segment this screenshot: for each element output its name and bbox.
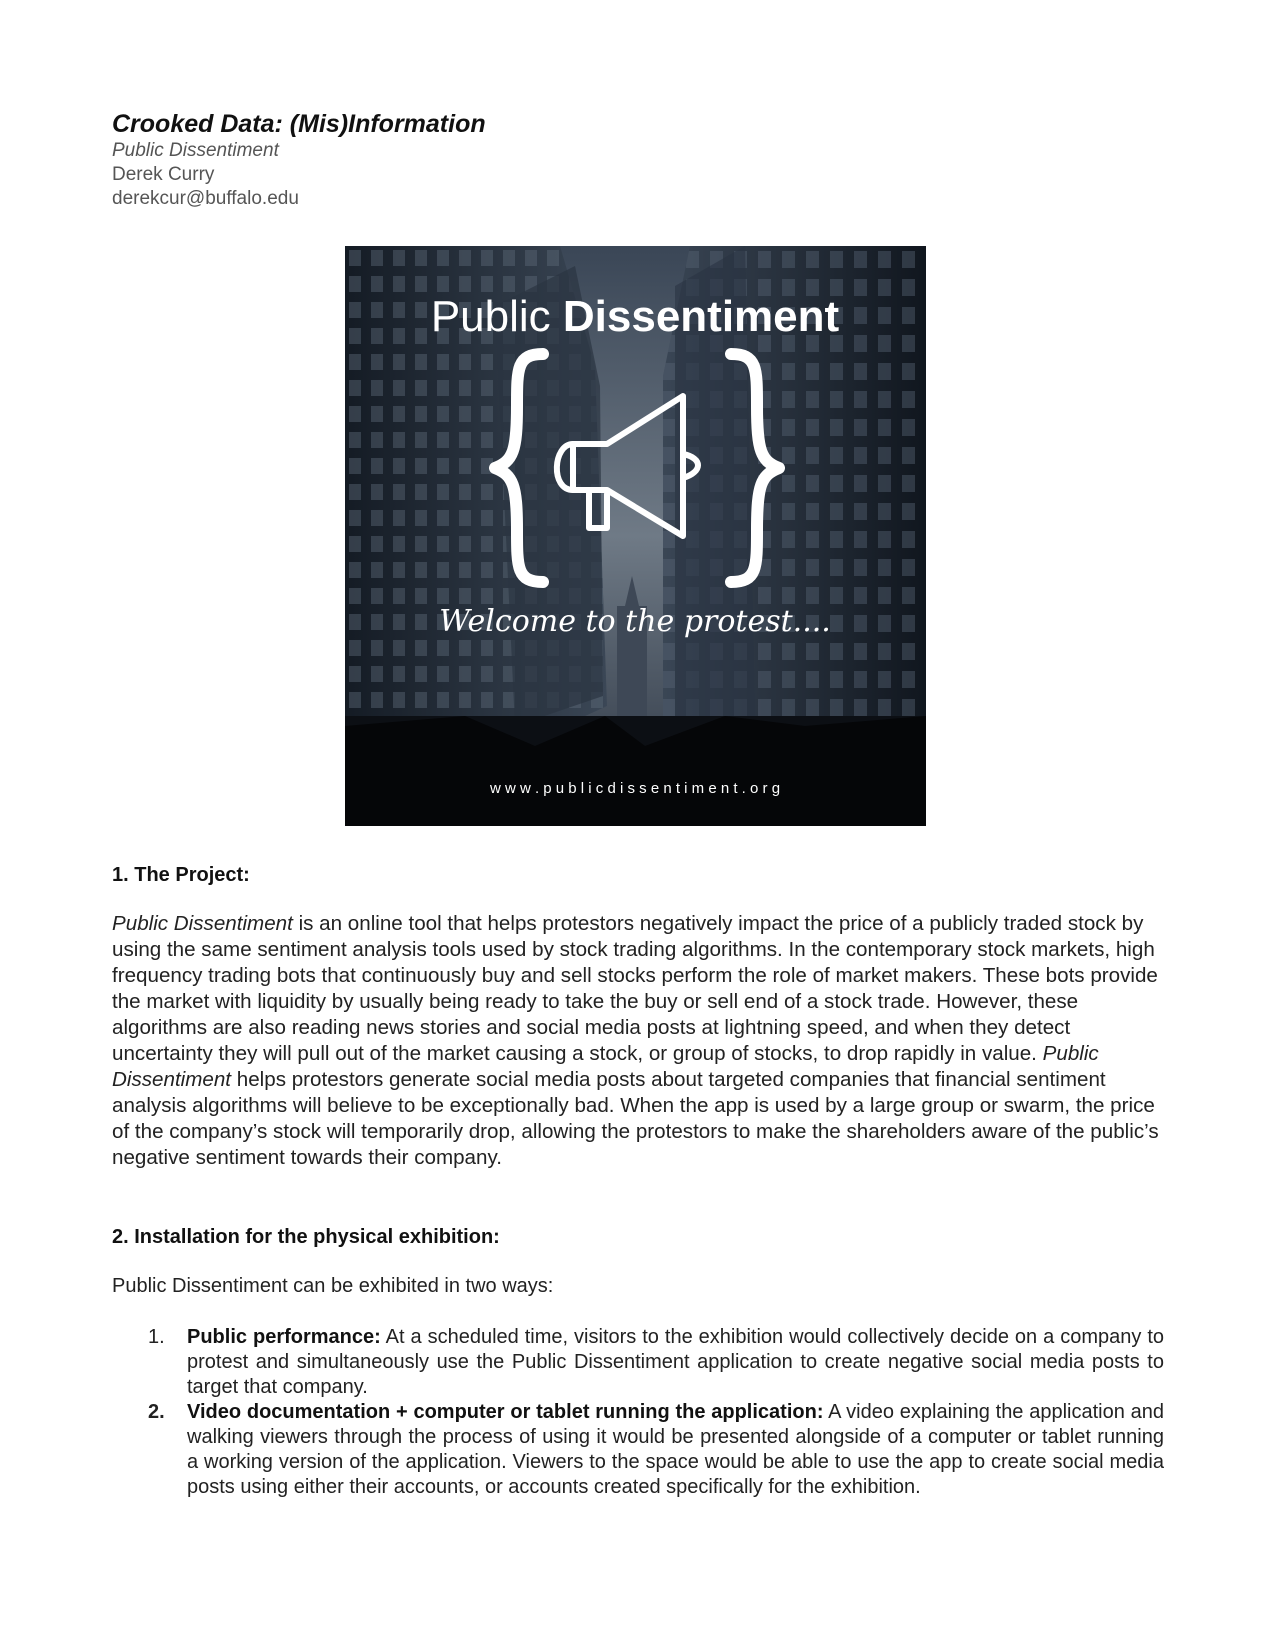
list-item xyxy=(112,1400,1164,1500)
section-1-heading: 1. The Project: xyxy=(112,864,250,886)
list-item-number: 2. xyxy=(148,1401,165,1423)
poster-title-light: Public xyxy=(430,292,563,341)
paragraph-text-a: is an online tool that helps protestors negatively impact the price of a publicly traded stock by using the same sentiment analysis tools used by stock trading algorithms. In the contemporary stock markets, high frequency trading bots that continuously buy and sell stocks perform the role of market makers. These bots provide the market with liquidity by usually being ready to take the buy or sell end of a stock trade. However, these algorithms are also reading news stories and social media posts at lightning speed, and when they detect uncertainty they will pull out of the market causing a stock, or group of stocks, to drop rapidly in value. xyxy=(112,912,1158,1065)
project-name-italic-2: Public Dissentiment xyxy=(112,1042,1099,1091)
list-item xyxy=(112,1325,1164,1400)
poster-image xyxy=(345,246,926,826)
list-item-text: At a scheduled time, visitors to the exhibition would collectively decide on a company to protest and simultaneously use the Public Dissentiment application to create negative social media posts to target that company. xyxy=(187,1326,1164,1398)
section-1-paragraph xyxy=(112,911,1164,1171)
project-name-italic: Public Dissentiment xyxy=(112,912,293,935)
poster-url: w w w . p u b l i c d i s s e n t i m e n t . o r g xyxy=(489,780,781,797)
document-title: Crooked Data: (Mis)Information xyxy=(112,110,486,138)
poster-title-bold: Dissentiment xyxy=(562,292,840,341)
list-item-text: A video explaining the application and walking viewers through the process of using it would be presented alongside of a computer or tablet running a working version of the application. Viewers to the space would be able to use the app to create social media posts using either their accounts, or accounts created specifically for the exhibition. xyxy=(187,1401,1164,1498)
poster-tagline: Welcome to the protest.... xyxy=(439,604,831,639)
section-2-intro: Public Dissentiment can be exhibited in two ways: xyxy=(112,1275,554,1297)
exhibition-options-list xyxy=(112,1325,1164,1500)
document-subtitle: Public Dissentiment xyxy=(112,140,279,161)
svg-text:Public Dissentiment xyxy=(431,292,840,341)
list-item-number: 1. xyxy=(148,1326,165,1348)
author-name: Derek Curry xyxy=(112,164,215,185)
author-email: derekcur@buffalo.edu xyxy=(112,188,299,209)
section-2-heading: 2. Installation for the physical exhibition: xyxy=(112,1226,500,1248)
paragraph-text-b: helps protestors generate social media posts about targeted companies that financial sentiment analysis algorithms will believe to be exceptionally bad. When the app is used by a large group or swarm, the price of the company’s stock will temporarily drop, allowing the protestors to make the shareholders aware of the public’s negative sentiment towards their company. xyxy=(112,1068,1159,1169)
list-item-label: Public performance: xyxy=(187,1326,381,1348)
list-item-label: Video documentation + computer or tablet running the application: xyxy=(187,1401,824,1423)
